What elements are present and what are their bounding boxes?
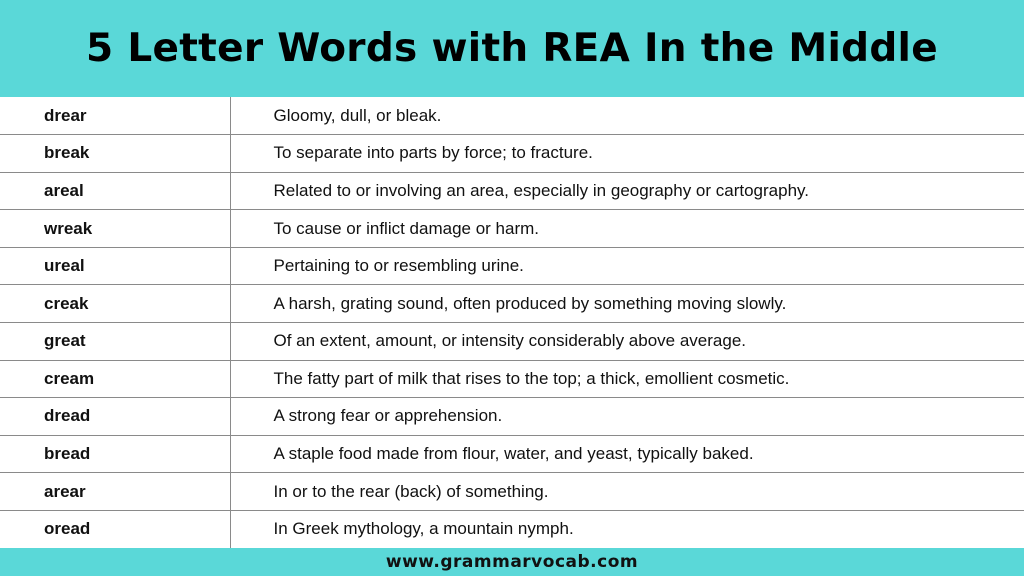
definition-cell: Pertaining to or resembling urine. xyxy=(230,247,1024,285)
table-row xyxy=(0,322,1024,360)
word-cell: drear xyxy=(0,97,230,135)
definition-cell: In Greek mythology, a mountain nymph. xyxy=(273,519,574,539)
table-row xyxy=(0,247,1024,285)
table-row xyxy=(0,398,1024,436)
word-cell: dread xyxy=(0,398,230,436)
word-cell: oread xyxy=(0,510,230,548)
definition-cell: The fatty part of milk that rises to the top; a thick, emollient cosmetic. xyxy=(230,360,1024,398)
word-cell: break xyxy=(0,135,230,173)
word-table-container xyxy=(0,97,1024,548)
table-row xyxy=(0,360,1024,398)
title-banner xyxy=(0,0,1024,97)
word-cell: wreak xyxy=(0,210,230,248)
word-cell: cream xyxy=(0,360,230,398)
table-row xyxy=(0,473,1024,511)
word-cell: ureal xyxy=(0,247,230,285)
word-cell: creak xyxy=(0,285,230,323)
word-cell: arear xyxy=(0,473,230,511)
definition-cell: Related to or involving an area, especially in geography or cartography. xyxy=(230,172,1024,210)
word-cell: great xyxy=(0,322,230,360)
footer-banner xyxy=(0,548,1024,576)
table-row xyxy=(0,435,1024,473)
table-row xyxy=(0,285,1024,323)
word-table xyxy=(0,97,1024,548)
definition-cell: A strong fear or apprehension. xyxy=(230,398,1024,436)
definition-cell: To separate into parts by force; to fracture. xyxy=(230,135,1024,173)
table-row xyxy=(0,510,1024,548)
site-url: www.grammarvocab.com xyxy=(385,552,639,572)
definition-cell: To cause or inflict damage or harm. xyxy=(230,210,1024,248)
definition-cell: Of an extent, amount, or intensity considerably above average. xyxy=(230,322,1024,360)
page-title: 5 Letter Words with REA In the Middle xyxy=(86,26,938,71)
word-cell: areal xyxy=(0,172,230,210)
table-row xyxy=(0,210,1024,248)
word-cell: bread xyxy=(0,435,230,473)
definition-cell: A harsh, grating sound, often produced by something moving slowly. xyxy=(230,285,1024,323)
table-row xyxy=(0,172,1024,210)
definition-cell: In or to the rear (back) of something. xyxy=(230,473,1024,511)
definition-cell: Gloomy, dull, or bleak. xyxy=(230,97,1024,135)
table-row xyxy=(0,97,1024,135)
definition-cell: A staple food made from flour, water, and yeast, typically baked. xyxy=(230,435,1024,473)
table-row xyxy=(0,135,1024,173)
